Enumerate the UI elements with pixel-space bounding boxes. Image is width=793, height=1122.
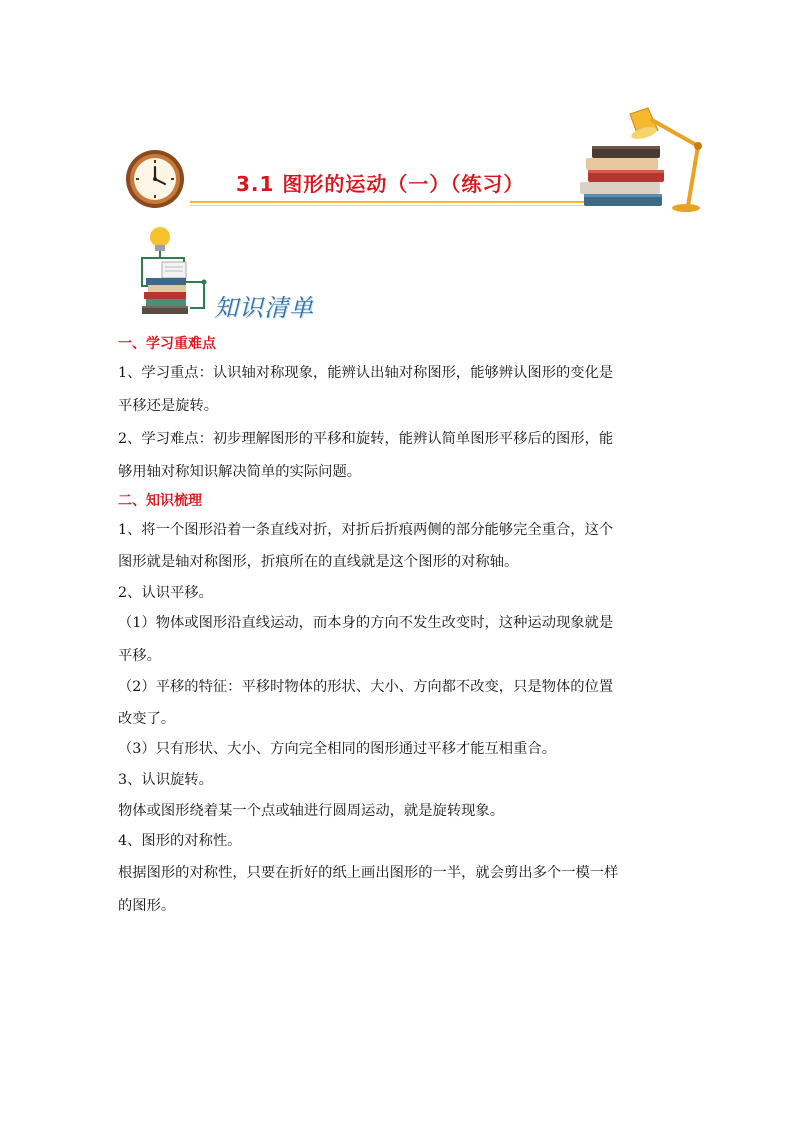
text-line: 够用轴对称知识解决简单的实际问题。 [118,464,362,480]
text-line: 1、学习重点：认识轴对称现象，能辨认出轴对称图形，能够辨认图形的变化是 [118,365,614,381]
lightbulb-books-icon [134,224,220,320]
text-line: （3）只有形状、大小、方向完全相同的图形通过平移才能互相重合。 [118,741,556,757]
text-line: 平移还是旋转。 [118,398,219,414]
text-line: 改变了。 [118,711,176,727]
text-line: 3、认识旋转。 [118,772,213,788]
page-title: 3.1 图形的运动（一）（练习） [236,172,525,196]
text-line: 1、将一个图形沿着一条直线对折，对折后折痕两侧的部分能够完全重合，这个 [118,522,614,538]
knowledge-list-banner: 知识清单 [214,294,314,322]
title-underline [190,201,600,203]
text-line: （2）平移的特征：平移时物体的形状、大小、方向都不改变，只是物体的位置 [118,679,614,695]
text-line: 根据图形的对称性，只要在折好的纸上画出图形的一半，就会剪出多个一模一样 [118,865,619,881]
clock-icon [124,148,186,210]
title-underline-thin [190,205,600,206]
text-line: 图形就是轴对称图形，折痕所在的直线就是这个图形的对称轴。 [118,554,519,570]
section-heading-knowledge-review: 二、知识梳理 [118,493,202,509]
text-line: 2、认识平移。 [118,585,213,601]
text-line: 平移。 [118,648,161,664]
text-line: 2、学习难点：初步理解图形的平移和旋转，能辨认简单图形平移后的图形，能 [118,431,614,447]
text-line: 物体或图形绕着某一个点或轴进行圆周运动，就是旋转现象。 [118,803,505,819]
text-line: 4、图形的对称性。 [118,833,242,849]
text-line: 的图形。 [118,898,176,914]
desk-lamp-books-icon [578,102,708,214]
text-line: （1）物体或图形沿直线运动，而本身的方向不发生改变时，这种运动现象就是 [118,615,614,631]
section-heading-key-points: 一、学习重难点 [118,336,216,352]
